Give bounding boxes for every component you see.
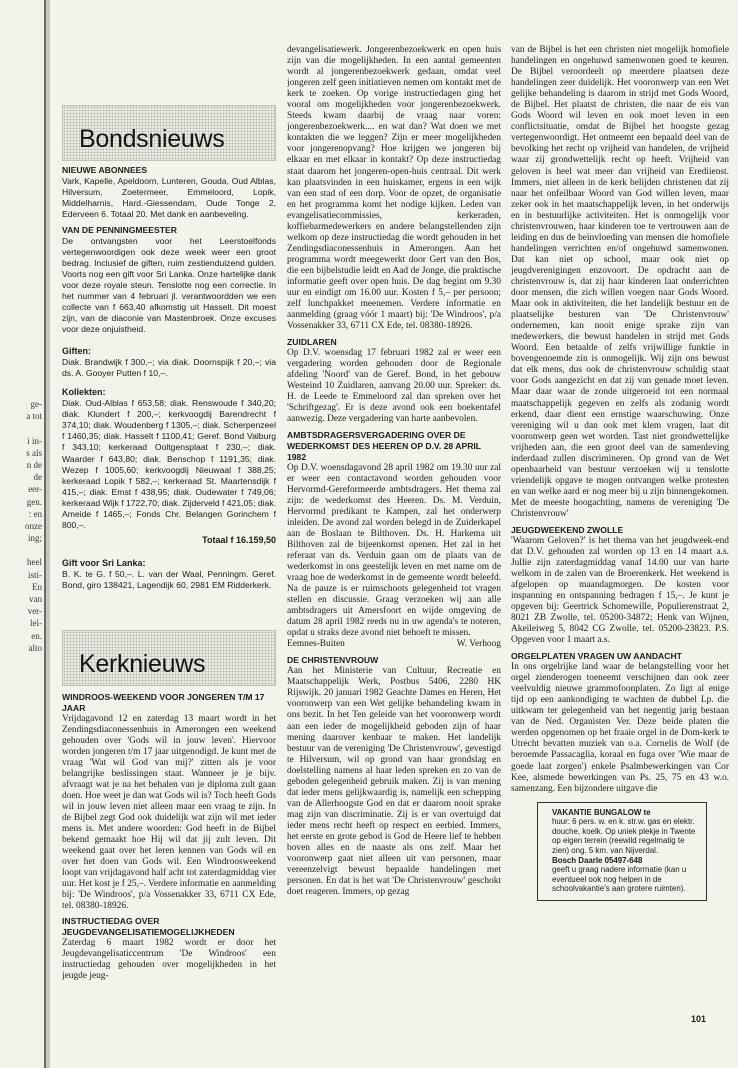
instructiedag-text: Zaterdag 6 maart 1982 wordt er door het Jeugdevangelisaticcentrum 'De Windroos' een instructiedag gehouden over mogelijkheden in het jeugde jeug- [62,937,276,982]
previous-page-line: : en [28,508,42,519]
previous-page-line [2,422,42,434]
instructiedag-continued: devangelisatiewerk. Jongerenbezoekwerk en open huis zijn van die mogelijkheden. In een aantal gemeenten wordt al jongerenbezoekwerk gedaan, omdat veel jongeren zelf geen initiatieven nemen om kontakt met de kerk te zoeken. Op vorige instructiedagen ging het vooral om mogelijkheden voor jongerenbezoekwerk. Steeds kwam daarbij de vraag naar voren: jongerenbezoekwerk.... en wat dan? Wat doen we met kontakten die we leggen? Zijn er meer mogelijkheden voor jongerenopvang? Hoe krijgen we jongeren bij elkaar en met elkaar in kontakt? Op deze instructiedag staat daarom het jongeren-open-huis centraal. Dit werk kan plaatsvinden in een huiskamer, ergens in een wijk van een stad of een dorp. Voor de opzet, de organisatie en het programma komt het nodige kijken. Leden van evangelisatiecommissies, kerkeraden, koffiebarmedewerkers en andere belangstellenden zijn welkom op deze instructiedag die wordt gehouden in het Zendingsdiaconessenhuis in Amerongen. Aan het programma wordt meegewerkt door Gert van den Bos, die een bijbelstudie leidt en Aad de Jonge, die praktische informatie geeft over open huis. De dag begint om 9.30 uur en eindigt om 16.00 uur. Kosten f 5,– per persoon; zelf lunchpakket meenemen. Verdere informatie en aanmelding (graag vóór 1 maart) bij: 'De Windroos', p/a Vossenakker 33, 6711 CX Ede, tel. 08380-18926. [287,45,501,332]
previous-page-line: a tot [26,411,42,422]
christenvrouw-heading: DE CHRISTENVROUW [287,655,379,666]
windroos-text: Vrijdagavond 12 en zaterdag 13 maart wordt in het Zendingsdiaconessenhuis in Amerongen een weekend gehouden over 'Gods wil in jouw leven'. Hiervoor worden jongeren t/m 17 jaar uitgenodigd. Je kunt met de vraag 'Wat wil God van mij?' zitten als je voor belangrijke beslissingen staat. Wanneer je je bijv. afvraagt wat je na het behalen van je diploma zult gaan doen. Hoe weet je dan wat Gods wil is? Toch heeft Gods wil in jouw leven niet alleen maar een vraag te zijn. In de Bijbel zegt God ook duidelijk wat zijn wil met ieder mens is. Met andere woorden: God heeft in de Bijbel bekend gemaakt hoe Hij wil dat jij zult leven. Dit weekend gaat over het leren kennen van Gods wil en over het doen van Gods wil. Een Windroosweekend loopt van vrijdagavond half acht tot zaterdagmiddag vier uur. Het kost je f 25,–. Verdere informatie en aanmelding bij: 'De Windroos', p/a Vossenakker 33, 6711 CX Ede, tel. 08380-18926. [62,713,276,912]
bondsnieuws-header [62,105,276,161]
vacation-bungalow-ad [537,802,707,901]
zuidlaren-heading: ZUIDLAREN [287,337,337,348]
penningmeester-text: De ontvangsten voor het Leerstoelfonds vertegenwoordigen ook deze week weer een groot bedrag. Inclusief de giften, ruim zestienduizend gulden. Voorts nog een gift voor Sri Lanka. Onze hartelijke dank voor deze royale steun. Tenslotte nog een correctie. In het nummer van 4 februari jl. verantwoordden we een collecte van f 663,40 afkomstig uit Hasselt. Dit moest zijn, van de diaconie van Mastenbroek. Onze excuses voor deze onjuistheid. [62,235,276,335]
kollekten-text: Diak. Oud-Alblas f 653,58; diak. Renswoude f 340,20; diak. Klundert f 200,–; kerkvoogdij Barendrecht f 374,10; diak. Woudenberg f 1305,–; diak. Scherpenzeel f 1460,35; diak. Hasselt f 1100,41; Geref. Bond Valburg f 343,10; kerkeraad Ooltgensplaat f 230,–; diak. Waarder f 643,80; diak. Benschop f 1191,35; diak. Wezep f 1005,60; kerkvoogdij Nieuwaal f 388,25; kerkeraad Lopik f 582,–; kerkeraad St. Maartensdijk f 415,–; diak. Emst f 438,95; diak. Oudewater f 749,06; kerkeraad Wijk f 1722,70; diak. Zijderveld f 421,05; diak. Ameide f 1465,–; Fonds Chr. Belangen Gorinchem f 800,–. [62,398,276,530]
previous-page-line: de [33,472,42,483]
kollekten-heading: Kollekten: [62,387,106,398]
previous-page-text [2,398,42,654]
previous-page-line: ing; [27,533,42,544]
previous-page-line: isti- [27,569,42,580]
previous-page-line: en. [31,630,42,641]
orgel-text: In ons orgelrijke land waar de belangstelling voor het orgel zienderogen toeneemt verschijnen dan ook zeer veelvuldig nieuwe grammofoonplaten. Zo ligt al enige tijd op een aankondiging te wachten de dubbel Lp. die uitkwam ter gelegenheid van het negentig jarig bestaan van de Ned. Organisten Ver. Deze beide platen die werden opgenomen op het fraaie orgel in de Dom-kerk te Utrecht bevatten muziek van o.a. Cornelis de Wolf (de beroemde Passacaglia, koraal en fuga over 'Wie maar de goede laat zorgen') enkele Psalmbewerkingen van Cor Kee, alsmede bewerkingen van Ps. 25, 75 en 43 w.o. samenzang. Een bijzondere uitgave die [511,662,729,794]
magazine-page [50,0,738,1068]
jeugdweekend-text: 'Waarom Geloven?' is het thema van het jeugdweek-end dat D.V. gehouden zal worden op 13 en 14 maart a.s. Jullie zijn zaterdagmiddag vanaf 14.00 uur van harte welkom in de zalen van de Broerenkerk. Het weekend is afgelopen op maandagmorgen. De kosten voor inspanning en ontspanning bedragen f 15,–. Je kunt je opgeven bij: Geertrick Schomewille, Populierenstraat 2, 8021 ZB Zwolle, tel. 05200-34872; Henk van Wijnen, Akeileiweg 5, 8042 CG Zwolle, tel. 05200-23823. P.S. Opgeven voor 1 maart a.s. [511,535,729,646]
previous-page-line: ge- [30,399,42,409]
penningmeester-heading: VAN DE PENNINGMEESTER [62,224,177,235]
signature-place: Eemnes-Buiten [287,639,345,650]
christenvrouw-continued: van de Bijbel is het een christen niet mogelijk homofiele handelingen en ongehuwd samenwonen goed te keuren. De Bijbel veroordeelt op meerdere plaatsen deze handelingen zeer duidelijk. Het vooronwerp van een Wet gelijke behandeling is daarom in strijd met Gods Woord, de Bijbel. Het plaatst de christen, die naar de eis van Gods Woord wil leven en ook moet leven in een conflictsituatie, omdat de Bijbel het hoogste gezag vertegenwoordigt. Het ontneemt een bepaald deel van de bevolking het recht op vrijheid van handelen, de vrijheid waar zij grondwettelijk recht op heeft. Vrijheid van geloven is heel wat meer dan vrijheid van Erediienst. Immers, niet alleen in de kerk belijden christenen dat zij naar het onfeilbaar Woord van God willen leven, maar zeker ook in het maatschappelijk leven, in het onderwijs en in bestuurlijke activiteiten. Het is onmogelijk voor christenvrouwen, haar kinderen toe te vertrouwen aan de leiding en dus de beïnvloeding van mensen die homofiele handelingen verrichten en/of ongehuwd samenwonen. Dat kan niet op school, maar ook niet op jeugdverenigingen enzovoort. De opdracht aan de christenvrouw is, dat zij haar kinderen laat onderrichten door mensen, die zich willen voegen naar Gods Woord. Maar ook in aktiviteiten, die het landelijk bestuur en de plaatselijke besturen van 'De Christenvrouw' ondernemen, kan nooit enige sprake zijn van medewerkers, die bewust handelen in strijd met Gods Woord. Een betaalde of zelfs vrijwillige funktie in bovengenoemde zin is onmogelijk. Wij zijn ons bewust dat elk mens, dus ook de christenvrouw schuldig staat voor Gods aangezicht en dat zij van genade moet leven. Maar daar waar de zonde uitgeroeid tot een normaal maatschappelijk gegeven en zelfs als zodanig wordt erkend, daar dient een ernstige waarschuwing. Onze vereniging wil u dan ook met klem vragen, laat dit vooronwerp geen wet worden. Tast niet grondwettelijke vrijheden aan, die een groot deel van de samenleving inderdaad zullen discrimineren. Op grond van de Wet openbaarheid van bestuur verzoeken wij u tenslotte vriendelijk opgave te mogen ontvangen welke protesten en van welke aard er nog meer bij u zijn binnengekomen. Met de meeste hoogachting, namens de vereniging 'De Christenvrouw' [511,45,729,519]
jeugdweekend-heading: JEUGDWEEKEND ZWOLLE [511,525,624,536]
orgel-heading: ORGELPLATEN VRAGEN UW AANDACHT [511,651,682,662]
previous-page-line: i in- [27,435,42,446]
column-3 [511,0,729,1068]
abonnees-text: Vark, Kapelle, Apeldoorn, Lunteren, Gouda, Oud Alblas, Hilversum, Zoetermeer, Emmeloord, Lopik, Middelharnis, Hard.-Giessendam, Oude Tonge 2, Ederveen 6. Totaal 20. Met dank en aanbeveling. [62,175,276,219]
previous-page-line: onze [25,520,42,531]
abonnees-heading: NIEUWE ABONNEES [62,165,148,175]
previous-page-line: ver- [27,606,42,617]
kollekten-total: Totaal f 16.159,50 [202,534,276,545]
previous-page-edge [0,0,46,1068]
previous-page-line: En [32,581,42,592]
previous-page-line: lel- [30,618,42,629]
column-1 [62,0,276,1068]
ad-info: geeft u graag nadere informatie (kan u eventueel ook nog helpen in de schoolvakantie's aan grotere ruimten). [552,865,687,894]
previous-page-line: gen. [26,496,42,507]
ad-body: huur: 6 pers. w. en k. str.w. gas en elektr. douche, koelk. Op uniek plekje in Twente op eigen terrein (reewild regelmatig te zien) ong. 5 km. van Nijverdal. [552,817,696,856]
previous-page-line: n de [26,459,42,470]
kerknieuws-header [62,630,276,686]
ad-contact: Bosch Daarle 05497-648 [552,855,643,865]
zuidlaren-text: Op D.V. woensdag 17 februari 1982 zal er weer een vergadering worden gehouden door de Regionale afdeling 'Noord' van de Geref. Bond, in het gebouw Westeind 10 Zuidlaren, aanvang 20.00 uur. Spreker: ds. H. de Leede te Emmeloord zal dan spreken over het 'Schriftgezag'. Er is deze avond ook een boekentafel aanwezig. Deze vergadering van harte aanbevolen. [287,348,501,425]
previous-page-line: s als [26,447,42,458]
srilanka-heading: Gift voor Sri Lanka: [62,557,146,568]
previous-page-line [2,544,42,556]
giften-text: Diak. Brandwijk f 300,–; via diak. Doornspijk f 20,–; via ds. A. Gooyer Putten f 10,–. [62,357,276,379]
ambtsdragers-text: Op D.V. woensdagavond 28 april 1982 om 19.30 uur zal er weer een contactavond worden gehouden voor Hervormd-Gereformeerde ambtsdragers. Het thema zal zijn: de wederkomst des Heeren. Ds. M. Verduin, Hervormd predikant te Kampen, zal het onderwerp inleiden. De avond zal worden belegd in de Zuiderkapel aan de Boslaan te Bilthoven. Ds. H. Harkema uit Bilthoven zal de bijeenkomst openen. Het zal in het referaat van ds. Verduin gaan om de plaats van de wederkomst in ons geestelijk leven en met name om de vraag hoe de wederkomst in de gemeente wordt beleefd. Na de pauze is er ruimschoots gelegenheid tot vragen stellen en discussie. Graag verzoeken wij aan alle ambtsdragers uit Amersfoort en wijde omgeving de datum 28 april 1982 reeds nu in uw agenda's te noteren, opdat u straks deze avond niet behoeft te missen. [287,462,501,639]
signature-name: W. Verhoog [456,639,501,650]
ad-title: VAKANTIE BUNGALOW te [552,807,651,817]
ambtsdragers-signature [287,639,501,650]
page-number: 101 [691,1014,707,1024]
bondsnieuws-title: Bondsnieuws [79,125,225,153]
kerknieuws-title: Kerknieuws [79,649,206,678]
previous-page-line: van [29,594,42,604]
previous-page-line: alto [28,642,42,653]
windroos-heading: WINDROOS-WEEKEND VOOR JONGEREN T/M 17 JAAR [62,691,265,713]
instructiedag-heading: INSTRUCTIEDAG OVER JEUGDEVANGELISATIEMOGELIJKHEDEN [62,916,235,938]
previous-page-line: eer- [28,484,42,495]
column-2 [287,0,501,1068]
srilanka-text: B. K. te G. f 50,–. L. van der Waal, Penningm. Geref. Bond, giro 138421, Lagendijk 60, 2981 EM Ridderkerk. [62,568,276,590]
giften-heading: Giften: [62,346,91,357]
christenvrouw-text: Aan het Ministerie van Cultuur, Recreatie en Maatschappelijk Werk, Postbus 5406, 2280 HK Rijswijk. 20 januari 1982 Geachte Dames en Heren, Het vooronwerp van een Wet gelijke behandeling kwam in ons bezit. In het Ten geleide van het vooronwerp wordt aan een ieder de mogelijkheid geboden zijn of haar mening daarover kenbaar te maken. Het landelijk bestuur van de vereniging 'De Christenvrouw', gevestigd te Hilversum, wil op grond van haar grondslag en doelstelling namens al haar leden spreken en zo van de geboden gelegenheid gebruik maken. Zij is van mening dat ieder mens gelijkwaardig is, namelijk een schepping van de Allerhoogste God en dat er daarom nooit sprake mag zijn van discriminatie. Zij is er van overtuigd dat ieder mens recht heeft op respect en eerbied. Immers, het eerste en grote gebod is God de Heere lief te hebben boven alles en de naaste als ons zelf. Maar het vooronwerp gaat niet alleen uit van personen, maar vereenzelvigt bewust bepaalde handelingen met personen. En dat is het wat 'De Christenvrouw' geschokt doet reageren. Immers, op gezag [287,666,501,898]
ambtsdragers-heading: AMBTSDRAGERSVERGADERING OVER DE WEDERKOMST DES HEEREN OP D.V. 28 APRIL 1982 [287,430,481,462]
previous-page-line: heel [27,557,42,568]
